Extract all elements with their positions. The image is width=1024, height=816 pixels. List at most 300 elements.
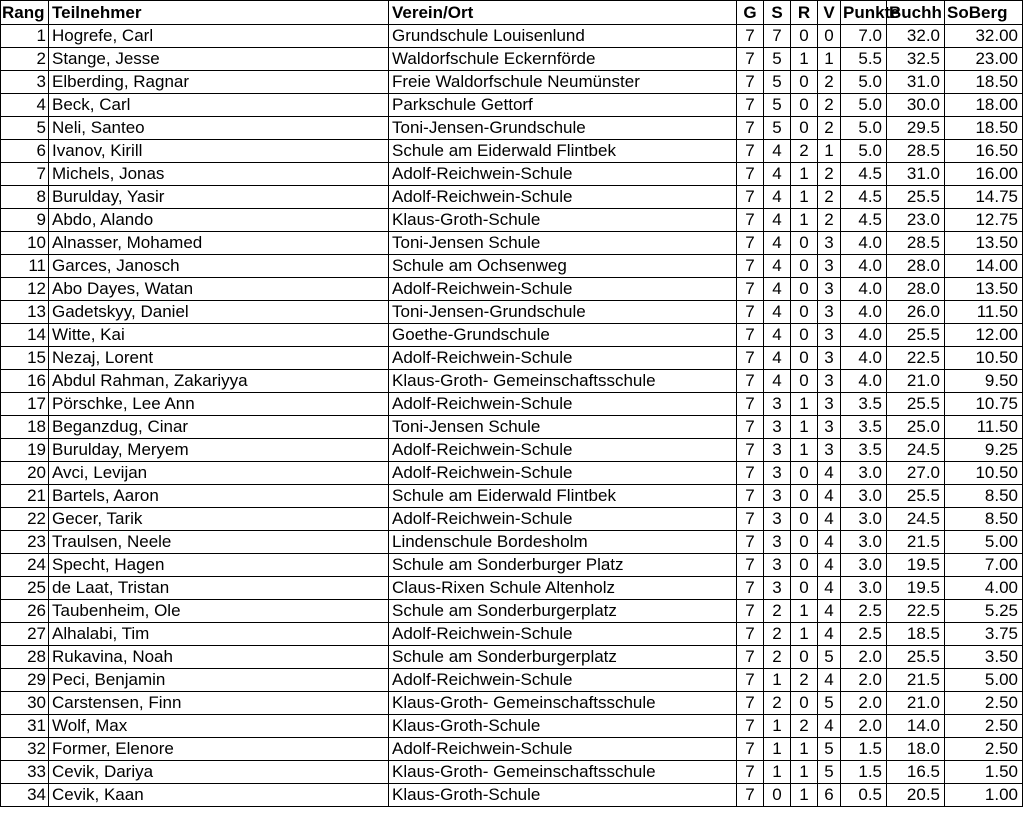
club-cell: Schule am Eiderwald Flintbek — [389, 485, 737, 508]
draws-cell: 1 — [791, 761, 818, 784]
rank-cell: 21 — [1, 485, 49, 508]
sonneborn-berger-cell: 10.50 — [945, 347, 1023, 370]
sonneborn-berger-cell: 18.00 — [945, 94, 1023, 117]
wins-cell: 3 — [764, 439, 791, 462]
wins-cell: 1 — [764, 761, 791, 784]
sonneborn-berger-cell: 3.50 — [945, 646, 1023, 669]
losses-cell: 4 — [818, 462, 841, 485]
draws-cell: 0 — [791, 278, 818, 301]
rank-cell: 29 — [1, 669, 49, 692]
points-cell: 2.0 — [841, 669, 887, 692]
participant-name-cell: Beck, Carl — [49, 94, 389, 117]
buchholz-cell: 32.5 — [887, 48, 945, 71]
rank-cell: 4 — [1, 94, 49, 117]
sonneborn-berger-cell: 23.00 — [945, 48, 1023, 71]
club-cell: Toni-Jensen-Grundschule — [389, 301, 737, 324]
sonneborn-berger-cell: 16.00 — [945, 163, 1023, 186]
sonneborn-berger-cell: 10.50 — [945, 462, 1023, 485]
wins-cell: 1 — [764, 738, 791, 761]
sonneborn-berger-cell: 11.50 — [945, 416, 1023, 439]
rank-cell: 9 — [1, 209, 49, 232]
sonneborn-berger-cell: 7.00 — [945, 554, 1023, 577]
column-header-verein: Verein/Ort — [389, 1, 737, 25]
games-cell: 7 — [737, 416, 764, 439]
club-cell: Schule am Sonderburgerplatz — [389, 600, 737, 623]
rank-cell: 25 — [1, 577, 49, 600]
points-cell: 3.0 — [841, 531, 887, 554]
losses-cell: 4 — [818, 715, 841, 738]
table-row — [1, 623, 1023, 646]
wins-cell: 0 — [764, 784, 791, 807]
club-cell: Lindenschule Bordesholm — [389, 531, 737, 554]
table-row — [1, 784, 1023, 807]
table-row — [1, 301, 1023, 324]
games-cell: 7 — [737, 186, 764, 209]
wins-cell: 5 — [764, 71, 791, 94]
table-row — [1, 209, 1023, 232]
sonneborn-berger-cell: 32.00 — [945, 25, 1023, 48]
buchholz-cell: 16.5 — [887, 761, 945, 784]
losses-cell: 1 — [818, 140, 841, 163]
wins-cell: 3 — [764, 531, 791, 554]
rank-cell: 28 — [1, 646, 49, 669]
sonneborn-berger-cell: 11.50 — [945, 301, 1023, 324]
buchholz-cell: 26.0 — [887, 301, 945, 324]
table-row — [1, 715, 1023, 738]
points-cell: 1.5 — [841, 738, 887, 761]
wins-cell: 4 — [764, 255, 791, 278]
games-cell: 7 — [737, 393, 764, 416]
sonneborn-berger-cell: 16.50 — [945, 140, 1023, 163]
table-row — [1, 71, 1023, 94]
club-cell: Adolf-Reichwein-Schule — [389, 623, 737, 646]
rank-cell: 7 — [1, 163, 49, 186]
table-row — [1, 600, 1023, 623]
club-cell: Adolf-Reichwein-Schule — [389, 462, 737, 485]
games-cell: 7 — [737, 370, 764, 393]
losses-cell: 2 — [818, 94, 841, 117]
losses-cell: 3 — [818, 232, 841, 255]
participant-name-cell: Garces, Janosch — [49, 255, 389, 278]
rank-cell: 13 — [1, 301, 49, 324]
draws-cell: 0 — [791, 462, 818, 485]
wins-cell: 5 — [764, 48, 791, 71]
points-cell: 0.5 — [841, 784, 887, 807]
buchholz-cell: 31.0 — [887, 71, 945, 94]
draws-cell: 0 — [791, 232, 818, 255]
losses-cell: 5 — [818, 761, 841, 784]
header-row — [1, 1, 1023, 25]
table-row — [1, 508, 1023, 531]
games-cell: 7 — [737, 554, 764, 577]
participant-name-cell: Ivanov, Kirill — [49, 140, 389, 163]
points-cell: 3.0 — [841, 485, 887, 508]
table-row — [1, 324, 1023, 347]
buchholz-cell: 14.0 — [887, 715, 945, 738]
draws-cell: 0 — [791, 94, 818, 117]
losses-cell: 4 — [818, 485, 841, 508]
points-cell: 5.0 — [841, 71, 887, 94]
draws-cell: 1 — [791, 48, 818, 71]
rank-cell: 33 — [1, 761, 49, 784]
losses-cell: 3 — [818, 255, 841, 278]
sonneborn-berger-cell: 5.25 — [945, 600, 1023, 623]
losses-cell: 5 — [818, 646, 841, 669]
buchholz-cell: 21.5 — [887, 669, 945, 692]
points-cell: 3.0 — [841, 554, 887, 577]
sonneborn-berger-cell: 10.75 — [945, 393, 1023, 416]
column-header-r: R — [791, 1, 818, 25]
sonneborn-berger-cell: 9.25 — [945, 439, 1023, 462]
sonneborn-berger-cell: 2.50 — [945, 738, 1023, 761]
buchholz-cell: 20.5 — [887, 784, 945, 807]
wins-cell: 3 — [764, 577, 791, 600]
participant-name-cell: Elberding, Ragnar — [49, 71, 389, 94]
sonneborn-berger-cell: 13.50 — [945, 278, 1023, 301]
participant-name-cell: Abdo, Alando — [49, 209, 389, 232]
losses-cell: 3 — [818, 347, 841, 370]
games-cell: 7 — [737, 71, 764, 94]
buchholz-cell: 22.5 — [887, 600, 945, 623]
games-cell: 7 — [737, 347, 764, 370]
participant-name-cell: Alhalabi, Tim — [49, 623, 389, 646]
participant-name-cell: Peci, Benjamin — [49, 669, 389, 692]
buchholz-cell: 30.0 — [887, 94, 945, 117]
games-cell: 7 — [737, 278, 764, 301]
sonneborn-berger-cell: 1.50 — [945, 761, 1023, 784]
table-row — [1, 347, 1023, 370]
table-row — [1, 416, 1023, 439]
buchholz-cell: 24.5 — [887, 508, 945, 531]
wins-cell: 2 — [764, 692, 791, 715]
club-cell: Schule am Ochsenweg — [389, 255, 737, 278]
club-cell: Schule am Eiderwald Flintbek — [389, 140, 737, 163]
draws-cell: 1 — [791, 439, 818, 462]
points-cell: 3.0 — [841, 577, 887, 600]
column-header-rang: Rang — [1, 1, 49, 25]
club-cell: Waldorfschule Eckernförde — [389, 48, 737, 71]
table-row — [1, 531, 1023, 554]
games-cell: 7 — [737, 600, 764, 623]
points-cell: 4.0 — [841, 324, 887, 347]
club-cell: Schule am Sonderburgerplatz — [389, 646, 737, 669]
points-cell: 5.0 — [841, 140, 887, 163]
participant-name-cell: Carstensen, Finn — [49, 692, 389, 715]
losses-cell: 2 — [818, 71, 841, 94]
buchholz-cell: 19.5 — [887, 577, 945, 600]
club-cell: Klaus-Groth- Gemeinschaftsschule — [389, 692, 737, 715]
table-row — [1, 485, 1023, 508]
table-row — [1, 462, 1023, 485]
games-cell: 7 — [737, 761, 764, 784]
draws-cell: 0 — [791, 646, 818, 669]
wins-cell: 3 — [764, 554, 791, 577]
participant-name-cell: Burulday, Meryem — [49, 439, 389, 462]
club-cell: Adolf-Reichwein-Schule — [389, 186, 737, 209]
buchholz-cell: 22.5 — [887, 347, 945, 370]
rank-cell: 31 — [1, 715, 49, 738]
wins-cell: 4 — [764, 301, 791, 324]
buchholz-cell: 19.5 — [887, 554, 945, 577]
games-cell: 7 — [737, 48, 764, 71]
draws-cell: 0 — [791, 554, 818, 577]
sonneborn-berger-cell: 14.00 — [945, 255, 1023, 278]
table-row — [1, 163, 1023, 186]
games-cell: 7 — [737, 784, 764, 807]
losses-cell: 6 — [818, 784, 841, 807]
games-cell: 7 — [737, 209, 764, 232]
table-row — [1, 439, 1023, 462]
table-row — [1, 232, 1023, 255]
participant-name-cell: Abo Dayes, Watan — [49, 278, 389, 301]
losses-cell: 2 — [818, 163, 841, 186]
club-cell: Parkschule Gettorf — [389, 94, 737, 117]
games-cell: 7 — [737, 692, 764, 715]
participant-name-cell: Rukavina, Noah — [49, 646, 389, 669]
draws-cell: 0 — [791, 577, 818, 600]
losses-cell: 5 — [818, 738, 841, 761]
points-cell: 5.0 — [841, 94, 887, 117]
rank-cell: 5 — [1, 117, 49, 140]
draws-cell: 1 — [791, 393, 818, 416]
buchholz-cell: 24.5 — [887, 439, 945, 462]
points-cell: 3.5 — [841, 416, 887, 439]
rank-cell: 26 — [1, 600, 49, 623]
buchholz-cell: 28.5 — [887, 140, 945, 163]
losses-cell: 4 — [818, 554, 841, 577]
buchholz-cell: 25.5 — [887, 646, 945, 669]
points-cell: 4.0 — [841, 347, 887, 370]
points-cell: 3.0 — [841, 508, 887, 531]
sonneborn-berger-cell: 12.00 — [945, 324, 1023, 347]
sonneborn-berger-cell: 1.00 — [945, 784, 1023, 807]
draws-cell: 2 — [791, 669, 818, 692]
club-cell: Adolf-Reichwein-Schule — [389, 738, 737, 761]
table-row — [1, 278, 1023, 301]
games-cell: 7 — [737, 485, 764, 508]
points-cell: 3.5 — [841, 393, 887, 416]
points-cell: 2.0 — [841, 692, 887, 715]
points-cell: 3.5 — [841, 439, 887, 462]
club-cell: Goethe-Grundschule — [389, 324, 737, 347]
rank-cell: 8 — [1, 186, 49, 209]
rank-cell: 16 — [1, 370, 49, 393]
participant-name-cell: Michels, Jonas — [49, 163, 389, 186]
table-row — [1, 577, 1023, 600]
wins-cell: 2 — [764, 623, 791, 646]
draws-cell: 0 — [791, 485, 818, 508]
games-cell: 7 — [737, 140, 764, 163]
club-cell: Adolf-Reichwein-Schule — [389, 393, 737, 416]
club-cell: Toni-Jensen Schule — [389, 416, 737, 439]
participant-name-cell: Nezaj, Lorent — [49, 347, 389, 370]
participant-name-cell: Taubenheim, Ole — [49, 600, 389, 623]
wins-cell: 1 — [764, 669, 791, 692]
draws-cell: 2 — [791, 140, 818, 163]
games-cell: 7 — [737, 508, 764, 531]
rank-cell: 34 — [1, 784, 49, 807]
participant-name-cell: Beganzdug, Cinar — [49, 416, 389, 439]
losses-cell: 3 — [818, 439, 841, 462]
points-cell: 5.5 — [841, 48, 887, 71]
losses-cell: 2 — [818, 186, 841, 209]
games-cell: 7 — [737, 117, 764, 140]
sonneborn-berger-cell: 14.75 — [945, 186, 1023, 209]
participant-name-cell: Stange, Jesse — [49, 48, 389, 71]
rank-cell: 32 — [1, 738, 49, 761]
draws-cell: 0 — [791, 25, 818, 48]
points-cell: 4.0 — [841, 278, 887, 301]
participant-name-cell: Former, Elenore — [49, 738, 389, 761]
wins-cell: 3 — [764, 462, 791, 485]
games-cell: 7 — [737, 301, 764, 324]
table-row — [1, 692, 1023, 715]
draws-cell: 1 — [791, 186, 818, 209]
buchholz-cell: 21.5 — [887, 531, 945, 554]
buchholz-cell: 28.0 — [887, 255, 945, 278]
rank-cell: 27 — [1, 623, 49, 646]
rank-cell: 10 — [1, 232, 49, 255]
club-cell: Freie Waldorfschule Neumünster — [389, 71, 737, 94]
buchholz-cell: 28.0 — [887, 278, 945, 301]
participant-name-cell: Pörschke, Lee Ann — [49, 393, 389, 416]
rank-cell: 3 — [1, 71, 49, 94]
sonneborn-berger-cell: 18.50 — [945, 71, 1023, 94]
buchholz-cell: 18.5 — [887, 623, 945, 646]
club-cell: Klaus-Groth-Schule — [389, 209, 737, 232]
games-cell: 7 — [737, 669, 764, 692]
wins-cell: 5 — [764, 94, 791, 117]
club-cell: Claus-Rixen Schule Altenholz — [389, 577, 737, 600]
points-cell: 3.0 — [841, 462, 887, 485]
rank-cell: 6 — [1, 140, 49, 163]
losses-cell: 4 — [818, 577, 841, 600]
column-header-punkte: Punkte — [841, 1, 887, 25]
wins-cell: 4 — [764, 140, 791, 163]
wins-cell: 3 — [764, 485, 791, 508]
points-cell: 4.0 — [841, 255, 887, 278]
games-cell: 7 — [737, 232, 764, 255]
club-cell: Adolf-Reichwein-Schule — [389, 439, 737, 462]
rank-cell: 11 — [1, 255, 49, 278]
participant-name-cell: Bartels, Aaron — [49, 485, 389, 508]
wins-cell: 4 — [764, 163, 791, 186]
table-row — [1, 761, 1023, 784]
games-cell: 7 — [737, 25, 764, 48]
wins-cell: 2 — [764, 600, 791, 623]
club-cell: Adolf-Reichwein-Schule — [389, 347, 737, 370]
participant-name-cell: Avci, Levijan — [49, 462, 389, 485]
club-cell: Schule am Sonderburger Platz — [389, 554, 737, 577]
losses-cell: 0 — [818, 25, 841, 48]
wins-cell: 4 — [764, 324, 791, 347]
losses-cell: 4 — [818, 600, 841, 623]
rank-cell: 2 — [1, 48, 49, 71]
table-row — [1, 94, 1023, 117]
sonneborn-berger-cell: 2.50 — [945, 692, 1023, 715]
table-row — [1, 669, 1023, 692]
wins-cell: 4 — [764, 232, 791, 255]
column-header-v: V — [818, 1, 841, 25]
table-row — [1, 25, 1023, 48]
wins-cell: 3 — [764, 508, 791, 531]
buchholz-cell: 25.5 — [887, 393, 945, 416]
buchholz-cell: 25.5 — [887, 485, 945, 508]
points-cell: 4.5 — [841, 186, 887, 209]
club-cell: Toni-Jensen Schule — [389, 232, 737, 255]
wins-cell: 2 — [764, 646, 791, 669]
column-header-g: G — [737, 1, 764, 25]
rank-cell: 23 — [1, 531, 49, 554]
club-cell: Grundschule Louisenlund — [389, 25, 737, 48]
club-cell: Adolf-Reichwein-Schule — [389, 163, 737, 186]
buchholz-cell: 25.5 — [887, 186, 945, 209]
club-cell: Adolf-Reichwein-Schule — [389, 669, 737, 692]
games-cell: 7 — [737, 163, 764, 186]
participant-name-cell: Abdul Rahman, Zakariyya — [49, 370, 389, 393]
participant-name-cell: Neli, Santeo — [49, 117, 389, 140]
losses-cell: 4 — [818, 508, 841, 531]
draws-cell: 0 — [791, 71, 818, 94]
wins-cell: 3 — [764, 416, 791, 439]
buchholz-cell: 21.0 — [887, 692, 945, 715]
losses-cell: 3 — [818, 324, 841, 347]
rank-cell: 15 — [1, 347, 49, 370]
participant-name-cell: Gadetskyy, Daniel — [49, 301, 389, 324]
sonneborn-berger-cell: 9.50 — [945, 370, 1023, 393]
participant-name-cell: de Laat, Tristan — [49, 577, 389, 600]
sonneborn-berger-cell: 8.50 — [945, 508, 1023, 531]
table-row — [1, 186, 1023, 209]
table-row — [1, 117, 1023, 140]
sonneborn-berger-cell: 13.50 — [945, 232, 1023, 255]
draws-cell: 0 — [791, 301, 818, 324]
table-row — [1, 646, 1023, 669]
points-cell: 2.5 — [841, 600, 887, 623]
games-cell: 7 — [737, 94, 764, 117]
sonneborn-berger-cell: 5.00 — [945, 669, 1023, 692]
games-cell: 7 — [737, 324, 764, 347]
wins-cell: 4 — [764, 278, 791, 301]
buchholz-cell: 25.0 — [887, 416, 945, 439]
column-header-soberg: SoBerg — [945, 1, 1023, 25]
games-cell: 7 — [737, 715, 764, 738]
draws-cell: 0 — [791, 692, 818, 715]
points-cell: 7.0 — [841, 25, 887, 48]
draws-cell: 0 — [791, 255, 818, 278]
table-row — [1, 255, 1023, 278]
games-cell: 7 — [737, 462, 764, 485]
participant-name-cell: Wolf, Max — [49, 715, 389, 738]
wins-cell: 4 — [764, 209, 791, 232]
losses-cell: 5 — [818, 692, 841, 715]
table-row — [1, 554, 1023, 577]
draws-cell: 0 — [791, 347, 818, 370]
losses-cell: 3 — [818, 301, 841, 324]
column-header-s: S — [764, 1, 791, 25]
draws-cell: 0 — [791, 531, 818, 554]
buchholz-cell: 32.0 — [887, 25, 945, 48]
club-cell: Adolf-Reichwein-Schule — [389, 508, 737, 531]
wins-cell: 4 — [764, 347, 791, 370]
sonneborn-berger-cell: 12.75 — [945, 209, 1023, 232]
buchholz-cell: 31.0 — [887, 163, 945, 186]
rank-cell: 18 — [1, 416, 49, 439]
table-row — [1, 370, 1023, 393]
participant-name-cell: Specht, Hagen — [49, 554, 389, 577]
buchholz-cell: 18.0 — [887, 738, 945, 761]
participant-name-cell: Witte, Kai — [49, 324, 389, 347]
